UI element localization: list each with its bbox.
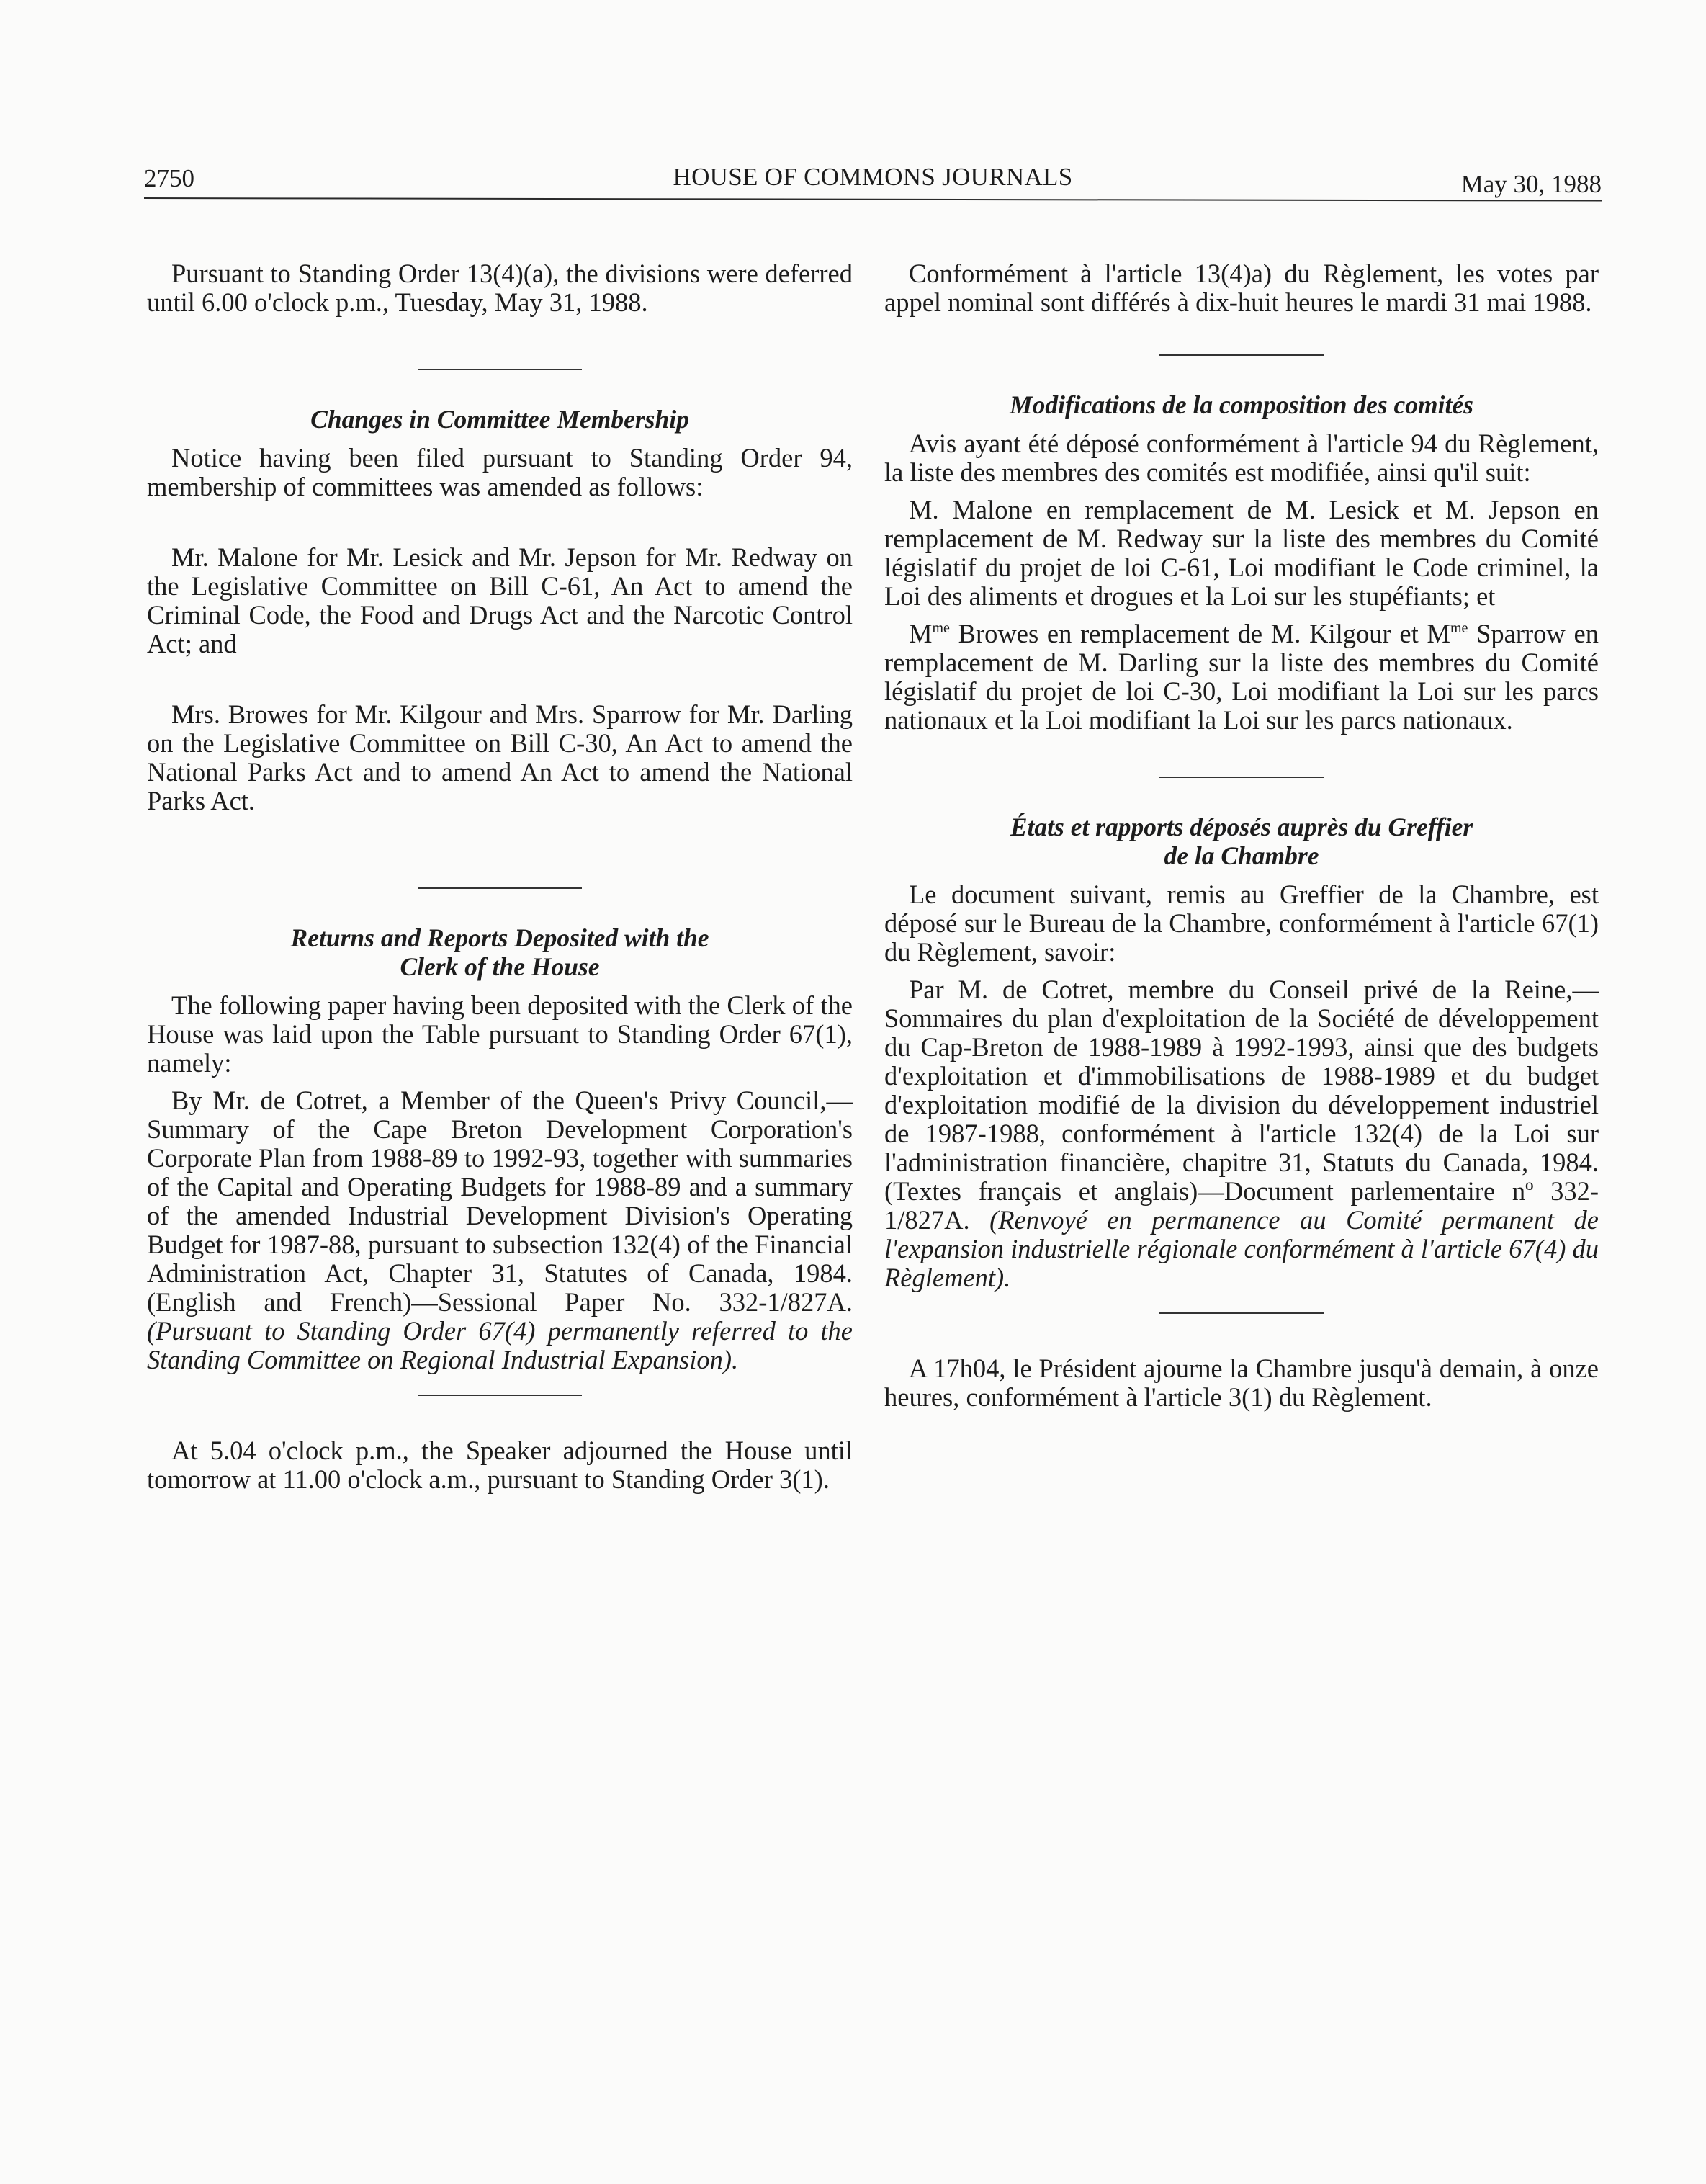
fr-mme-prefix: M xyxy=(909,619,933,648)
french-column xyxy=(884,259,1599,1412)
en-committee-heading: Changes in Committee Membership xyxy=(310,405,689,434)
fr-returns-heading-line2: de la Chambre xyxy=(1164,841,1319,870)
running-header xyxy=(144,160,1602,200)
fr-mme-sup-2: me xyxy=(1450,620,1468,636)
fr-returns-intro: Le document suivant, remis au Greffier de la Chambre, est déposé sur le Bureau de la Chambre, conformément à l'article 67(1) du Règlement, savoir: xyxy=(884,880,1599,967)
fr-committee-item-2-part-b: Sparrow en remplacement de M. Darling sur la liste des membres du Comité législatif du projet de loi C-30, Loi modifiant la Loi sur les parcs nationaux et la Loi modifiant la Loi sur les parcs nationaux. xyxy=(884,619,1599,735)
fr-committee-item-2-part-a: Browes en remplacement de M. Kilgour et M xyxy=(949,619,1450,648)
en-divisions-deferred: Pursuant to Standing Order 13(4)(a), the divisions were deferred until 6.00 o'clock p.m., Tuesday, May 31, 1988. xyxy=(147,259,853,317)
en-returns-referral: (Pursuant to Standing Order 67(4) permanently referred to the Standing Committee on Regional Industrial Expansion). xyxy=(147,1316,853,1374)
fr-committee-item-2 xyxy=(884,619,1599,735)
en-returns-paper-text: By Mr. de Cotret, a Member of the Queen's Privy Council,—Summary of the Cape Breton Development Corporation's Corporate Plan from 1988-89 to 1992-93, together with summaries of the Capital and Operating Budgets for 1988-89 and a summary of the amended Industrial Development Division's Operating Budget for 1987-88, pursuant to subsection 132(4) of the Financial Administration Act, Chapter 31, Statutes of Canada, 1984. (English and French)—Sessional Paper No. 332-1/827A. xyxy=(147,1086,853,1317)
en-returns-intro: The following paper having been deposited with the Clerk of the House was laid upon the Table pursuant to Standing Order 67(1), namely: xyxy=(147,990,853,1078)
fr-returns-referral: (Renvoyé en permanence au Comité permanent de l'expansion industrielle régionale conformément à l'article 67(4) du Règlement). xyxy=(884,1205,1599,1292)
en-adjournment: At 5.04 o'clock p.m., the Speaker adjourned the House until tomorrow at 11.00 o'clock a.m., pursuant to Standing Order 3(1). xyxy=(147,1436,853,1494)
fr-divisions-deferred: Conformément à l'article 13(4)a) du Règlement, les votes par appel nominal sont différés à dix-huit heures le mardi 31 mai 1988. xyxy=(884,259,1599,317)
fr-returns-heading-line1: États et rapports déposés auprès du Greffier xyxy=(1010,813,1473,841)
fr-committee-intro: Avis ayant été déposé conformément à l'article 94 du Règlement, la liste des membres des comités est modifiée, ainsi qu'il suit: xyxy=(884,429,1599,487)
english-column xyxy=(147,259,853,1494)
fr-returns-paper-text: Par M. de Cotret, membre du Conseil privé de la Reine,—Sommaires du plan d'exploitation de la Société de développement du Cap-Breton de 1988-1989 à 1992-1993, ainsi que des budgets d'exploitation et d'immobilisations de 1988-1989 et du budget d'exploitation modifié de la division du développement industriel de 1987-1988, conformément à l'article 132(4) de la Loi sur l'administration financière, chapitre 31, Statuts du Canada, 1984. (Textes français et anglais)—Document parlementaire nº 332-1/827A. xyxy=(884,975,1599,1235)
page-number: 2750 xyxy=(144,164,194,192)
en-committee-item-1: Mr. Malone for Mr. Lesick and Mr. Jepson for Mr. Redway on the Legislative Committee on Bill C-61, An Act to amend the Criminal Code, the Food and Drugs Act and the Narcotic Control Act; and xyxy=(147,542,853,658)
en-returns-heading-line1: Returns and Reports Deposited with the xyxy=(290,923,709,952)
en-returns-heading xyxy=(147,923,853,981)
journal-title: HOUSE OF COMMONS JOURNALS xyxy=(673,163,1073,191)
fr-returns-heading xyxy=(884,813,1599,870)
en-committee-intro: Notice having been filed pursuant to Standing Order 94, membership of committees was amended as follows: xyxy=(147,443,853,501)
header-rule xyxy=(144,197,1602,202)
fr-returns-paper xyxy=(884,975,1599,1292)
fr-mme-sup: me xyxy=(932,620,950,636)
fr-adjournment: A 17h04, le Président ajourne la Chambre jusqu'à demain, à onze heures, conformément à l'article 3(1) du Règlement. xyxy=(884,1353,1599,1412)
en-committee-item-2: Mrs. Browes for Mr. Kilgour and Mrs. Sparrow for Mr. Darling on the Legislative Committee on Bill C-30, An Act to amend the National Parks Act and to amend An Act to amend the National Parks Act. xyxy=(147,699,853,815)
sitting-date: May 30, 1988 xyxy=(1460,170,1602,198)
en-returns-paper xyxy=(147,1086,853,1374)
fr-committee-item-1: M. Malone en remplacement de M. Lesick et M. Jepson en remplacement de M. Redway sur la liste des membres du Comité législatif du projet de loi C-61, Loi modifiant le Code criminel, la Loi des aliments et drogues et la Loi sur les stupéfiants; et xyxy=(884,495,1599,611)
fr-committee-heading: Modifications de la composition des comités xyxy=(1010,390,1473,419)
en-returns-heading-line2: Clerk of the House xyxy=(400,952,600,981)
